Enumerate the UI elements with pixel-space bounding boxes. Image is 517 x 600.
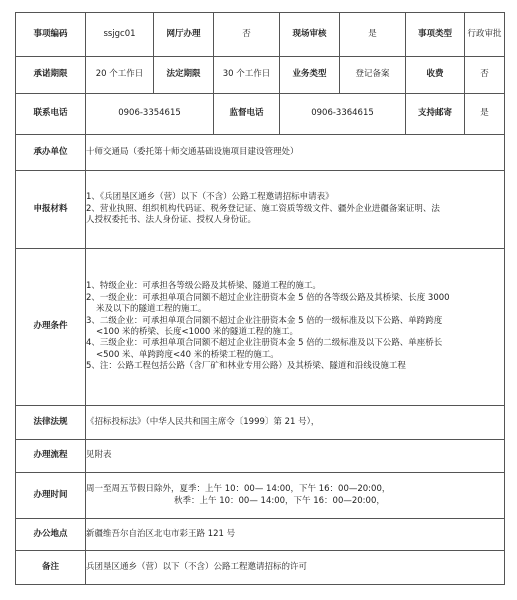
remarks-value: 兵团垦区通乡（营）以下（不含）公路工程邀请招标的许可 — [86, 551, 505, 585]
legal-period-value: 30 个工作日 — [214, 57, 280, 94]
conditions-content — [86, 249, 505, 406]
materials-line: 2、营业执照、组织机构代码证、税务登记证、施工资质等级文件、疆外企业进疆备案证明、法 — [86, 203, 440, 214]
table-row — [16, 249, 505, 406]
supervision-phone-label: 监督电话 — [214, 94, 280, 135]
hours-line: 周一至周五节假日除外，夏季：上午 10：00— 14:00，下午 16：00—20:00， — [86, 484, 391, 495]
materials-line: 1、《兵团垦区通乡（营）以下（不含）公路工程邀请招标申请表》 — [86, 192, 334, 203]
condition-line: <100 米的桥梁、长度<1000 米的隧道工程的施工。 — [96, 327, 299, 337]
business-type-label: 业务类型 — [280, 57, 340, 94]
table-row — [16, 473, 505, 519]
promise-period-value: 20 个工作日 — [86, 57, 154, 94]
item-code-label: 事项编码 — [16, 13, 86, 57]
conditions-label: 办理条件 — [16, 249, 86, 406]
condition-line: 1、特级企业：可承担各等级公路及其桥梁、隧道工程的施工。 — [86, 281, 321, 292]
address-label: 办公地点 — [16, 519, 86, 551]
online-handling-value: 否 — [214, 13, 280, 57]
mail-support-value: 是 — [465, 94, 505, 135]
condition-line: <500 米、单跨跨度<40 米的桥梁工程的施工。 — [96, 349, 279, 360]
item-code-value: ssjgc01 — [86, 13, 154, 57]
materials-content — [86, 171, 505, 249]
remarks-label: 备注 — [16, 551, 86, 585]
promise-period-label: 承诺期限 — [16, 57, 86, 94]
table-row — [16, 94, 505, 135]
condition-line: 4、三级企业：可承担单项合同额不超过企业注册资本金 5 倍的二级标准及以下公路、单座桥长 — [86, 338, 443, 349]
table-row — [16, 135, 505, 171]
business-type-value: 登记备案 — [340, 57, 406, 94]
item-type-value: 行政审批 — [465, 13, 505, 57]
condition-line: 米及以下的隧道工程的施工。 — [96, 304, 207, 315]
legal-period-label: 法定期限 — [154, 57, 214, 94]
laws-value: 《招标投标法》（中华人民共和国主席令〔1999〕第 21 号）， — [86, 406, 505, 440]
mail-support-label: 支持邮寄 — [406, 94, 465, 135]
fee-label: 收费 — [406, 57, 465, 94]
hours-content — [86, 473, 505, 519]
fee-value: 否 — [465, 57, 505, 94]
materials-label: 申报材料 — [16, 171, 86, 249]
item-info-sheet — [15, 12, 504, 585]
table-row — [16, 57, 505, 94]
online-handling-label: 网厅办理 — [154, 13, 214, 57]
condition-line: 3、二级企业：可承担单项合同额不超过企业注册资本金 5 倍的一级标准及以下公路、单跨跨度 — [86, 315, 443, 326]
condition-line: 5、注：公路工程包括公路（含厂矿和林业专用公路）及其桥梁、隧道和沿线设施工程 — [86, 361, 406, 372]
materials-line: 人授权委托书、法人身份证、授权人身份证。 — [86, 215, 257, 226]
table-row — [16, 13, 505, 57]
undertaking-unit-value: 十师交通局（委托第十师交通基础设施项目建设管理处） — [86, 135, 505, 171]
condition-line: 2、一级企业：可承担单项合同额不超过企业注册资本金 5 倍的各等级公路及其桥梁、长度 3000 — [86, 292, 450, 303]
item-info-table — [15, 12, 505, 585]
onsite-review-label: 现场审核 — [280, 13, 340, 57]
onsite-review-value: 是 — [340, 13, 406, 57]
laws-label: 法律法规 — [16, 406, 86, 440]
table-row — [16, 440, 505, 473]
undertaking-unit-label: 承办单位 — [16, 135, 86, 171]
table-row — [16, 519, 505, 551]
table-row — [16, 406, 505, 440]
table-row — [16, 551, 505, 585]
table-row — [16, 171, 505, 249]
hours-line: 秋季：上午 10：00— 14:00，下午 16：00—20:00， — [174, 495, 385, 506]
item-type-label: 事项类型 — [406, 13, 465, 57]
contact-phone-value: 0906-3354615 — [86, 94, 214, 135]
hours-label: 办理时间 — [16, 473, 86, 519]
address-value: 新疆维吾尔自治区北屯市彩王路 121 号 — [86, 519, 505, 551]
contact-phone-label: 联系电话 — [16, 94, 86, 135]
process-value: 见附表 — [86, 440, 505, 473]
supervision-phone-value: 0906-3364615 — [280, 94, 406, 135]
process-label: 办理流程 — [16, 440, 86, 473]
